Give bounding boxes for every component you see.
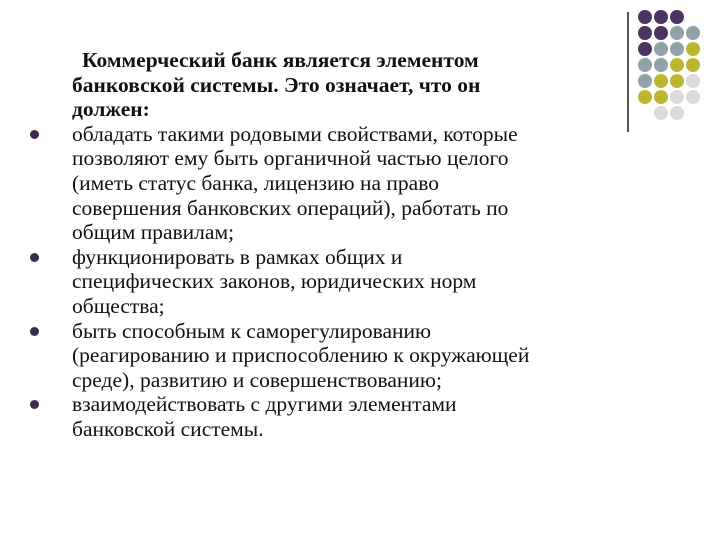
decorative-dot bbox=[686, 26, 700, 40]
decorative-dot bbox=[638, 74, 652, 88]
decorative-dot bbox=[686, 74, 700, 88]
bullet-item-text: функционировать в рамках общих и специфических законов, юридических норм общества; bbox=[72, 244, 477, 318]
decorative-dot-grid bbox=[638, 10, 718, 120]
decorative-dot bbox=[686, 58, 700, 72]
bullet-dot-icon bbox=[30, 327, 39, 336]
decorative-dot bbox=[654, 42, 668, 56]
decorative-dot bbox=[638, 58, 652, 72]
intro-first-line: Коммерческий банк является элементом bbox=[82, 48, 479, 72]
bullet-item bbox=[28, 245, 628, 319]
decorative-dot bbox=[670, 10, 684, 24]
decorative-dot bbox=[654, 90, 668, 104]
slide-body bbox=[28, 48, 628, 442]
decorative-dot bbox=[654, 106, 668, 120]
decorative-dot bbox=[670, 26, 684, 40]
decorative-dot bbox=[670, 106, 684, 120]
bullet-dot-icon bbox=[30, 130, 39, 139]
decorative-dot bbox=[654, 58, 668, 72]
intro-paragraph bbox=[28, 48, 628, 122]
bullet-item-text: взаимодействовать с другими элементами банковской системы. bbox=[72, 392, 457, 441]
decorative-dot bbox=[670, 58, 684, 72]
decorative-dot bbox=[638, 90, 652, 104]
decorative-dot bbox=[670, 74, 684, 88]
decorative-dot bbox=[638, 10, 652, 24]
decorative-dot bbox=[638, 26, 652, 40]
decorative-dot bbox=[638, 42, 652, 56]
decorative-dot bbox=[670, 90, 684, 104]
bullet-item bbox=[28, 392, 628, 441]
intro-continuation: банковской системы. Это означает, что он должен: bbox=[72, 72, 481, 122]
decorative-dot bbox=[654, 10, 668, 24]
bullet-dot-icon bbox=[30, 400, 39, 409]
bullet-dot-icon bbox=[30, 253, 39, 262]
decorative-dot bbox=[654, 74, 668, 88]
decorative-dot bbox=[654, 26, 668, 40]
bullet-item-text: быть способным к саморегулированию (реагированию и приспособлению к окружающей среде), развитию и совершенствованию; bbox=[72, 318, 530, 392]
decorative-dot bbox=[686, 90, 700, 104]
bullet-item-text: обладать такими родовыми свойствами, которые позволяют ему быть органичной частью целого (иметь статус банка, лицензию на право совершения банковских операций), работать по общим правилам; bbox=[72, 121, 518, 245]
bullet-item bbox=[28, 319, 628, 393]
bullet-item bbox=[28, 122, 628, 245]
decorative-dot bbox=[686, 42, 700, 56]
decorative-dot bbox=[670, 42, 684, 56]
